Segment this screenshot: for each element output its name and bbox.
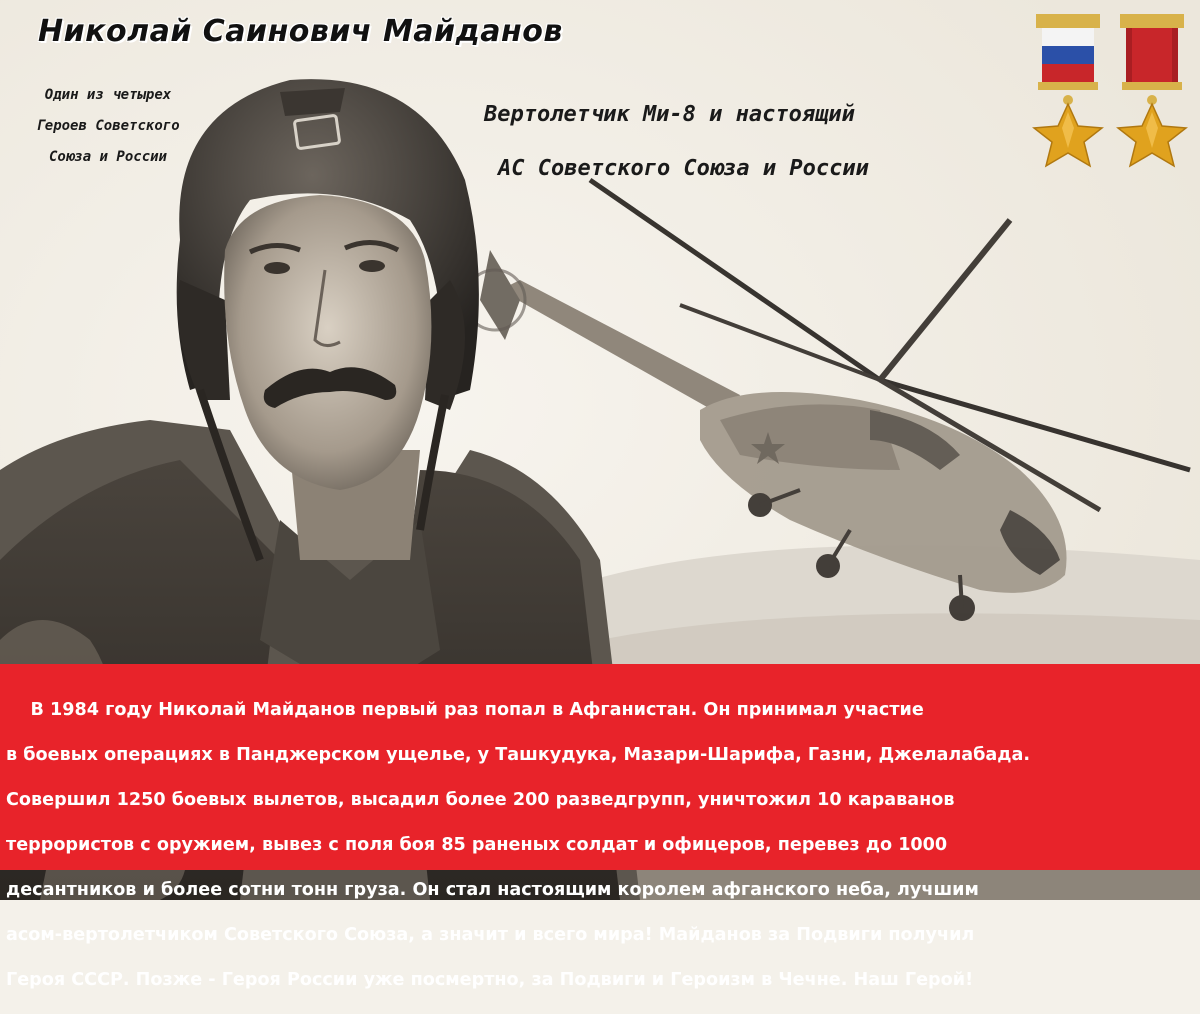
bio-line: в боевых операциях в Панджерском ущелье, у Ташкудука, Мазари-Шарифа, Газни, Джелалабада.	[6, 744, 1031, 765]
hero-medals	[1028, 8, 1194, 172]
hero-of-russia-medal-icon	[1034, 14, 1102, 166]
bio-line: Героя СССР. Позже - Героя России уже посмертно, за Подвиги и Героизм в Чечне. Наш Герой!	[6, 969, 974, 990]
subtitle-caption	[8, 80, 208, 173]
bio-line: десантников и более сотни тонн груза. Он стал настоящим королем афганского неба, лучшим	[6, 879, 979, 900]
bio-line: В 1984 году Николай Майданов первый раз попал в Афганистан. Он принимал участие	[6, 699, 924, 720]
bio-line: асом-вертолетчиком Советского Союза, а значит и всего мира! Майданов за Подвиги получил	[6, 924, 975, 945]
bio-text	[6, 676, 1186, 1014]
headline	[484, 88, 869, 196]
headline-line: Вертолетчик Ми-8 и настоящий	[484, 102, 855, 127]
subtitle-line: Героев Советского	[36, 118, 180, 134]
bio-line: Совершил 1250 боевых вылетов, высадил более 200 разведгрупп, уничтожил 10 караванов	[6, 789, 955, 810]
bio-line: террористов с оружием, вывез с поля боя 85 раненых солдат и офицеров, перевез до 1000	[6, 834, 948, 855]
subtitle-line: Один из четырех	[44, 87, 172, 103]
subtitle-line: Союза и России	[48, 149, 167, 165]
page-title: Николай Саинович Майданов	[38, 14, 563, 49]
hero-of-ussr-medal-icon	[1118, 14, 1186, 166]
headline-line: АС Советского Союза и России	[498, 156, 869, 181]
